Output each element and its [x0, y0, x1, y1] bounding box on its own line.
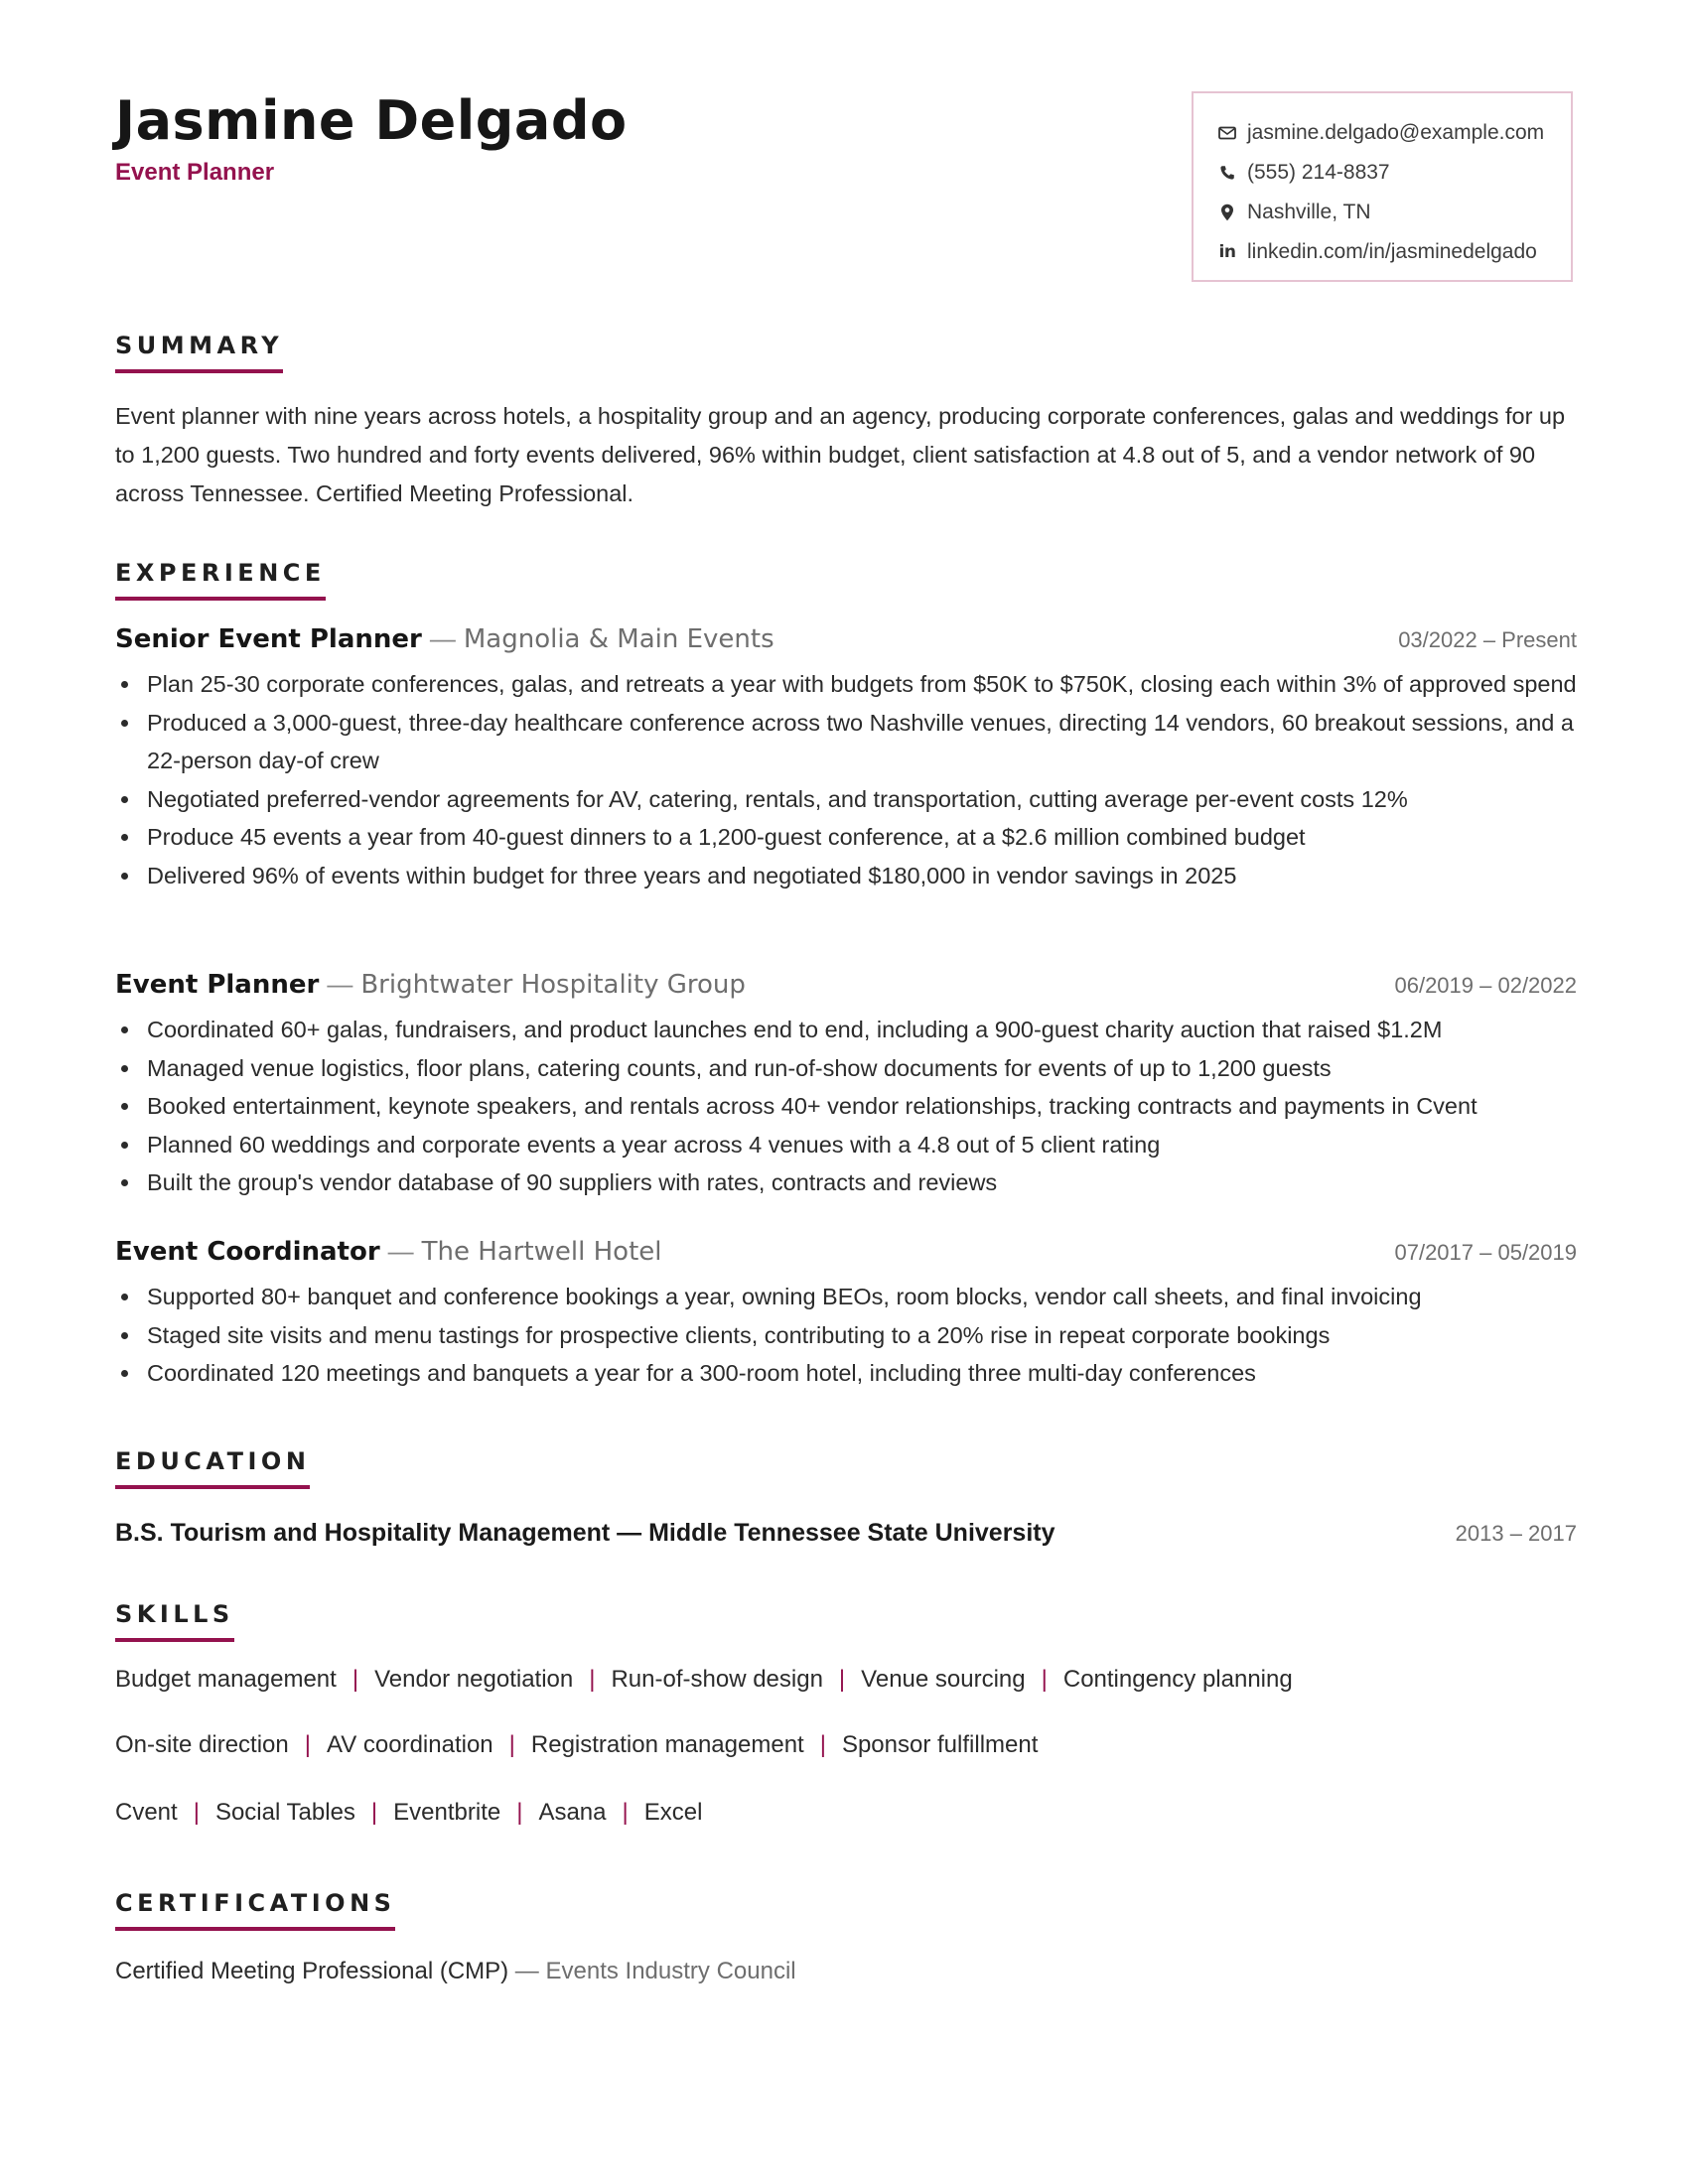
- job-bullet: Delivered 96% of events within budget for three years and negotiated $180,000 in vendor savings in 2025: [115, 857, 1577, 895]
- contact-location-text: Nashville, TN: [1247, 201, 1371, 223]
- job-dates: 07/2017 – 05/2019: [1394, 1240, 1577, 1265]
- skill-item: AV coordination: [326, 1731, 493, 1758]
- job-bullet: Planned 60 weddings and corporate events a year across 4 venues with a 4.8 out of 5 client rating: [115, 1126, 1577, 1164]
- contact-linkedin[interactable]: [1217, 232, 1571, 272]
- job-separator: —: [387, 1236, 414, 1266]
- candidate-name: Jasmine Delgado: [115, 89, 628, 152]
- job-bullet: Staged site visits and menu tastings for prospective clients, contributing to a 20% rise in repeat corporate bookings: [115, 1316, 1577, 1355]
- skill-separator: |: [589, 1666, 596, 1693]
- job-bullet: Produced a 3,000-guest, three-day healthcare conference across two Nashville venues, directing 14 vendors, 60 breakout sessions, and a 22-person day-of crew: [115, 704, 1577, 780]
- skill-separator: |: [1041, 1666, 1048, 1693]
- job-bullet: Coordinated 120 meetings and banquets a year for a 300-room hotel, including three multi-day conferences: [115, 1354, 1577, 1393]
- job-title-line: [115, 1236, 662, 1267]
- skill-separator: |: [352, 1666, 359, 1693]
- job-title: Senior Event Planner: [115, 624, 422, 654]
- skill-separator: |: [819, 1731, 826, 1758]
- job-title: Event Planner: [115, 970, 320, 1000]
- skill-item: Sponsor fulfillment: [841, 1731, 1039, 1758]
- section-title-certifications: CERTIFICATIONS: [115, 1889, 395, 1931]
- certification-separator: —: [508, 1958, 546, 1984]
- skill-item: Eventbrite: [393, 1799, 501, 1826]
- skills-row: [115, 1731, 1038, 1759]
- section-title-education: EDUCATION: [115, 1447, 310, 1489]
- education-dates: 2013 – 2017: [1455, 1521, 1577, 1546]
- job-company: Brightwater Hospitality Group: [360, 970, 746, 1000]
- contact-box: [1192, 91, 1573, 282]
- skill-item: Budget management: [115, 1666, 337, 1693]
- skill-item: On-site direction: [115, 1731, 289, 1758]
- skill-item: Contingency planning: [1062, 1666, 1293, 1693]
- section-title-skills: SKILLS: [115, 1600, 234, 1642]
- section-title-summary: SUMMARY: [115, 332, 283, 373]
- job-separator: —: [429, 623, 456, 653]
- skill-item: Asana: [538, 1799, 607, 1826]
- skill-separator: |: [622, 1799, 629, 1826]
- job-company: The Hartwell Hotel: [421, 1237, 662, 1267]
- job-bullets: [115, 1011, 1577, 1202]
- location-pin-icon: [1217, 203, 1237, 222]
- skill-item: Excel: [643, 1799, 703, 1826]
- contact-location: [1217, 193, 1571, 232]
- job-dates: 06/2019 – 02/2022: [1394, 973, 1577, 998]
- job-title-line: [115, 969, 746, 1000]
- job-company: Magnolia & Main Events: [463, 624, 774, 654]
- contact-phone-text: (555) 214-8837: [1247, 161, 1390, 184]
- job-header: [115, 1236, 1577, 1267]
- job-bullet: Booked entertainment, keynote speakers, and rentals across 40+ vendor relationships, tracking contracts and payments in Cvent: [115, 1087, 1577, 1126]
- phone-icon: [1217, 163, 1237, 183]
- contact-email[interactable]: [1217, 113, 1571, 153]
- education-entry: [115, 1519, 1577, 1548]
- job-bullet: Supported 80+ banquet and conference bookings a year, owning BEOs, room blocks, vendor call sheets, and final invoicing: [115, 1278, 1577, 1316]
- education-degree: B.S. Tourism and Hospitality Management — Middle Tennessee State University: [115, 1519, 1055, 1547]
- job-bullet: Plan 25-30 corporate conferences, galas, and retreats a year with budgets from $50K to $750K, closing each within 3% of approved spend: [115, 665, 1577, 704]
- certification-entry: [115, 1958, 796, 1985]
- certification-issuer: Events Industry Council: [545, 1958, 796, 1984]
- job-dates: 03/2022 – Present: [1398, 627, 1577, 652]
- job-bullet: Managed venue logistics, floor plans, catering counts, and run-of-show documents for events of up to 1,200 guests: [115, 1049, 1577, 1088]
- skill-separator: |: [193, 1799, 200, 1826]
- job-header: [115, 969, 1577, 1000]
- skill-item: Registration management: [530, 1731, 804, 1758]
- job-title: Event Coordinator: [115, 1237, 380, 1267]
- job-bullets: [115, 665, 1577, 894]
- job-bullets: [115, 1278, 1577, 1393]
- contact-phone[interactable]: [1217, 153, 1571, 193]
- contact-email-text: jasmine.delgado@example.com: [1247, 121, 1545, 144]
- skill-separator: |: [304, 1731, 311, 1758]
- summary-text: Event planner with nine years across hotels, a hospitality group and an agency, producing corporate conferences, galas and weddings for up to 1,200 guests. Two hundred and forty events delivered, 96% within budget, client satisfaction at 4.8 out of 5, and a vendor network of 90 across Tennessee. Certified Meeting Professional.: [115, 403, 1566, 506]
- skill-separator: |: [370, 1799, 378, 1826]
- skill-item: Venue sourcing: [861, 1666, 1026, 1693]
- job-bullet: Negotiated preferred-vendor agreements for AV, catering, rentals, and transportation, cutting average per-event costs 12%: [115, 780, 1577, 819]
- job-bullet: Built the group's vendor database of 90 suppliers with rates, contracts and reviews: [115, 1163, 1577, 1202]
- skills-row: [115, 1666, 1293, 1694]
- linkedin-icon: in: [1218, 242, 1236, 262]
- job-bullet: Produce 45 events a year from 40-guest dinners to a 1,200-guest conference, at a $2.6 million combined budget: [115, 818, 1577, 857]
- mail-icon: [1217, 123, 1237, 143]
- skill-item: Vendor negotiation: [374, 1666, 574, 1693]
- job-title-line: [115, 623, 774, 654]
- job-bullet: Coordinated 60+ galas, fundraisers, and product launches end to end, including a 900-guest charity auction that raised $1.2M: [115, 1011, 1577, 1049]
- skill-item: Social Tables: [214, 1799, 355, 1826]
- candidate-role: Event Planner: [115, 159, 275, 186]
- skill-separator: |: [516, 1799, 523, 1826]
- job-header: [115, 623, 1577, 654]
- contact-linkedin-text: linkedin.com/in/jasminedelgado: [1247, 240, 1537, 263]
- skill-separator: |: [508, 1731, 515, 1758]
- skill-item: Run-of-show design: [611, 1666, 823, 1693]
- section-title-experience: EXPERIENCE: [115, 559, 326, 601]
- certification-name: Certified Meeting Professional (CMP): [115, 1958, 509, 1984]
- skill-item: Cvent: [115, 1799, 178, 1826]
- job-separator: —: [327, 969, 353, 999]
- skills-row: [115, 1799, 702, 1827]
- skill-separator: |: [838, 1666, 846, 1693]
